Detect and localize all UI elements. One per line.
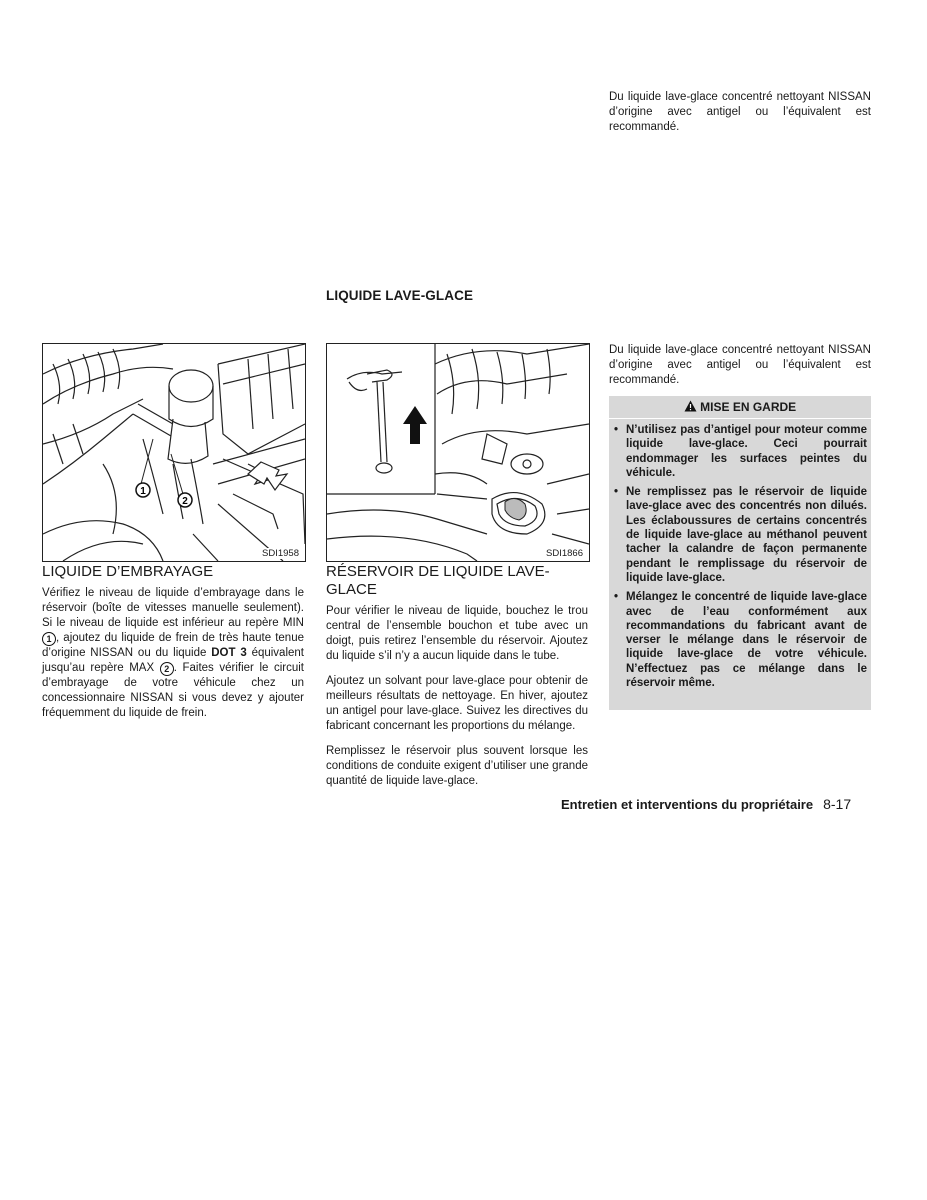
engine-illustration-2 bbox=[327, 344, 589, 561]
warning-header bbox=[609, 396, 871, 419]
figure2-caption: SDI1866 bbox=[546, 548, 583, 559]
section-heading: LIQUIDE LAVE-GLACE bbox=[326, 288, 474, 303]
washer-paragraph-3: Remplissez le réservoir plus souvent lorsque les conditions de conduite exigent d’utiliser une grande quantité de liquide lave-glace. bbox=[326, 745, 588, 787]
marker-min: 1 bbox=[42, 632, 56, 646]
page-number: 8-17 bbox=[823, 796, 852, 812]
warning-title: MISE EN GARDE bbox=[700, 400, 797, 414]
clutch-fluid-title: LIQUIDE D’EMBRAYAGE bbox=[42, 563, 214, 580]
washer-paragraph-2: Ajoutez un solvant pour lave-glace pour obtenir de meilleurs résultats de nettoyage. En hiver, ajoutez un antigel pour lave-glace. Suivez les directives du fabricant concernant les proportions du mélange. bbox=[326, 675, 588, 732]
washer-paragraph-1: Pour vérifier le niveau de liquide, bouchez le trou central de l’ensemble bouchon et tube avec un doigt, puis retirez l’ensemble du réservoir. Ajoutez du liquide s’il n’y a aucun liquide dans le tube. bbox=[326, 605, 588, 662]
page-footer bbox=[561, 796, 851, 812]
figure-clutch-reservoir bbox=[42, 343, 306, 562]
clutch-text-2: , ajoutez du liquide de frein de très haute tenue d’origine NISSAN ou du liquide bbox=[42, 632, 304, 659]
clutch-fluid-body bbox=[42, 586, 304, 721]
callout-2: 2 bbox=[182, 496, 188, 507]
top-note: Du liquide lave-glace concentré nettoyant NISSAN d’origine avec antigel ou l’équivalent est recommandé. bbox=[609, 91, 871, 133]
figure-washer-reservoir bbox=[326, 343, 590, 562]
marker-max: 2 bbox=[160, 662, 174, 676]
warning-list bbox=[609, 419, 871, 690]
figure1-caption: SDI1958 bbox=[262, 548, 299, 559]
warning-item bbox=[609, 423, 867, 480]
concentrate-recommendation: Du liquide lave-glace concentré nettoyant NISSAN d’origine avec antigel ou l’équivalent est recommandé. bbox=[609, 344, 871, 386]
clutch-text-1: Vérifiez le niveau de liquide d’embrayage dans le réservoir (boîte de vitesses manuelle seulement). Si le niveau de liquide est inférieur au repère MIN bbox=[42, 587, 304, 629]
dot3-label: DOT 3 bbox=[211, 647, 247, 659]
warning-item-text: Mélangez le concentré de liquide lave-glace avec de l’eau conformément aux recommandations du fabricant avant de verser le mélange dans le réservoir de liquide lave-glace de votre véhicule. N’effectuez pas ce mélange dans le réservoir même. bbox=[626, 591, 867, 690]
bullet-icon: • bbox=[614, 591, 619, 604]
bullet-icon: • bbox=[614, 424, 619, 436]
warning-box bbox=[609, 396, 871, 710]
bullet-icon: • bbox=[614, 486, 619, 499]
washer-reservoir-title: RÉSERVOIR DE LIQUIDE LAVE-GLACE bbox=[326, 563, 550, 598]
warning-triangle-icon bbox=[684, 400, 697, 412]
clutch-text-4: . Faites vérifier le circuit d’embrayage de votre véhicule chez un concessionnaire NISSAN si vous devez y ajouter fréquemment du liquide de frein. bbox=[42, 662, 304, 719]
warning-item bbox=[609, 485, 867, 585]
warning-item-text: N’utilisez pas d’antigel pour moteur comme liquide lave-glace. Ceci pourrait endommager les surfaces peintes du véhicule. bbox=[626, 424, 867, 479]
washer-reservoir-body bbox=[326, 604, 588, 799]
footer-section: Entretien et interventions du propriétaire bbox=[561, 797, 814, 812]
callout-1: 1 bbox=[140, 486, 146, 497]
engine-illustration-1 bbox=[43, 344, 305, 561]
clutch-text-3: équivalent jusqu’au repère MAX bbox=[42, 647, 304, 674]
warning-item-text: Ne remplissez pas le réservoir de liquide lave-glace avec des concentrés non dilués. Les éclaboussures de certains concentrés de liquide lave-glace au méthanol peuvent tacher la calandre de façon permanente pendant le remplissage du réservoir de liquide lave-glace. bbox=[626, 486, 867, 584]
warning-item bbox=[609, 590, 867, 690]
